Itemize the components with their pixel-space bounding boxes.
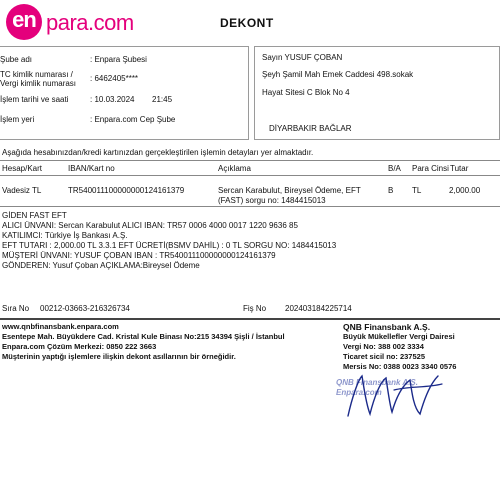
cell-description-2: (FAST) sorgu no: 1484415013 xyxy=(218,196,326,205)
footer-note: Müşterinin yaptığı işlemlere ilişkin dekont asıllarının bir örneğidir. xyxy=(2,352,236,361)
cell-description-1: Sercan Karabulut, Bireysel Ödeme, EFT xyxy=(218,186,361,195)
divider xyxy=(0,206,500,207)
th-description: Açıklama xyxy=(218,164,251,173)
th-ba: B/A xyxy=(388,164,401,173)
details-block xyxy=(2,211,336,271)
th-iban: IBAN/Kart no xyxy=(68,164,115,173)
stamp-text: QNB Finansbank A.Ş. Enpara.com xyxy=(336,378,418,397)
cell-ba: B xyxy=(388,186,394,195)
recipient-address-2: Hayat Sitesi C Blok No 4 xyxy=(262,88,350,97)
footer-bank-info xyxy=(2,322,285,362)
footer-address: Esentepe Mah. Büyükdere Cad. Kristal Kule Binası No:215 34394 Şişli / İstanbul xyxy=(2,332,285,341)
signature-icon xyxy=(330,368,460,428)
label-location: İşlem yeri xyxy=(0,115,35,124)
recipient-city: DİYARBAKIR BAĞLAR xyxy=(269,124,352,133)
value-date: : 10.03.2024 xyxy=(90,95,135,104)
value-sira-no: 00212-03663-216326734 xyxy=(40,304,130,313)
footer-company-name: QNB Finansbank A.Ş. xyxy=(343,322,431,332)
detail-line: EFT TUTARI : 2,000.00 TL 3.3.1 EFT ÜCRETİ(BSMV DAHİL) : 0 TL SORGU NO: 1484415013 xyxy=(2,241,337,250)
detail-line: KATILIMCI: Türkiye İş Bankası A.Ş. xyxy=(2,231,128,240)
th-amount: Tutar xyxy=(450,164,469,173)
th-account: Hesap/Kart xyxy=(2,164,43,173)
info-box xyxy=(0,46,249,140)
divider xyxy=(0,318,500,320)
footer-tax-office: Büyük Mükellefler Vergi Dairesi xyxy=(343,332,455,341)
label-branch: Şube adı xyxy=(0,55,33,64)
recipient-box xyxy=(254,46,500,140)
detail-line: GİDEN FAST EFT xyxy=(2,211,67,220)
footer-support: Enpara.com Çözüm Merkezi: 0850 222 3663 xyxy=(2,342,157,351)
cell-currency: TL xyxy=(412,186,422,195)
recipient-name: Sayın YUSUF ÇOBAN xyxy=(262,53,343,62)
value-tc-id: : 6462405**** xyxy=(90,74,139,83)
value-location: : Enpara.com Cep Şube xyxy=(90,115,176,124)
footer-company-info xyxy=(343,322,456,372)
divider xyxy=(0,160,500,161)
detail-line: MÜŞTERİ ÜNVANI: YUSUF ÇOBAN IBAN : TR540011100000000124161379 xyxy=(2,251,276,260)
cell-iban: TR540011100000000124161379 xyxy=(68,186,185,195)
cell-amount: 2,000.00 xyxy=(449,186,481,195)
detail-line: ALICI ÜNVANI: Sercan Karabulut ALICI IBAN: TR57 0006 4000 0017 1220 9636 85 xyxy=(2,221,298,230)
divider xyxy=(0,175,500,176)
recipient-address-1: Şeyh Şamil Mah Emek Caddesi 498.sokak xyxy=(262,70,414,79)
th-currency: Para Cinsi xyxy=(412,164,449,173)
value-time: 21:45 xyxy=(152,95,173,104)
footer-website: www.qnbfinansbank.enpara.com xyxy=(2,322,119,331)
label-date: İşlem tarihi ve saati xyxy=(0,95,69,104)
stamp-signature xyxy=(330,368,460,428)
cell-account: Vadesiz TL xyxy=(2,186,42,195)
footer-tax-no: Vergi No: 388 002 3334 xyxy=(343,342,424,351)
intro-text: Aşağıda hesabınızdan/kredi kartınızdan gerçekleştirilen işlemin detayları yer almaktadır. xyxy=(2,148,314,157)
label-sira-no: Sıra No xyxy=(2,304,30,313)
label-tc-id: TC kimlik numarası / Vergi kimlik numarası xyxy=(0,70,77,88)
value-branch: : Enpara Şubesi xyxy=(90,55,147,64)
page-title: DEKONT xyxy=(220,16,274,30)
detail-line: GÖNDEREN: Yusuf Çoban AÇIKLAMA:Bireysel Ödeme xyxy=(2,261,200,270)
value-fis-no: 202403184225714 xyxy=(285,304,352,313)
footer-trade-registry: Ticaret sicil no: 237525 xyxy=(343,352,425,361)
label-fis-no: Fiş No xyxy=(243,304,267,313)
enpara-logo xyxy=(6,4,156,38)
logo-wordmark: para.com xyxy=(46,10,134,35)
footer-mersis: Mersis No: 0388 0023 3340 0576 xyxy=(343,362,457,371)
logo-badge: en xyxy=(6,4,42,40)
